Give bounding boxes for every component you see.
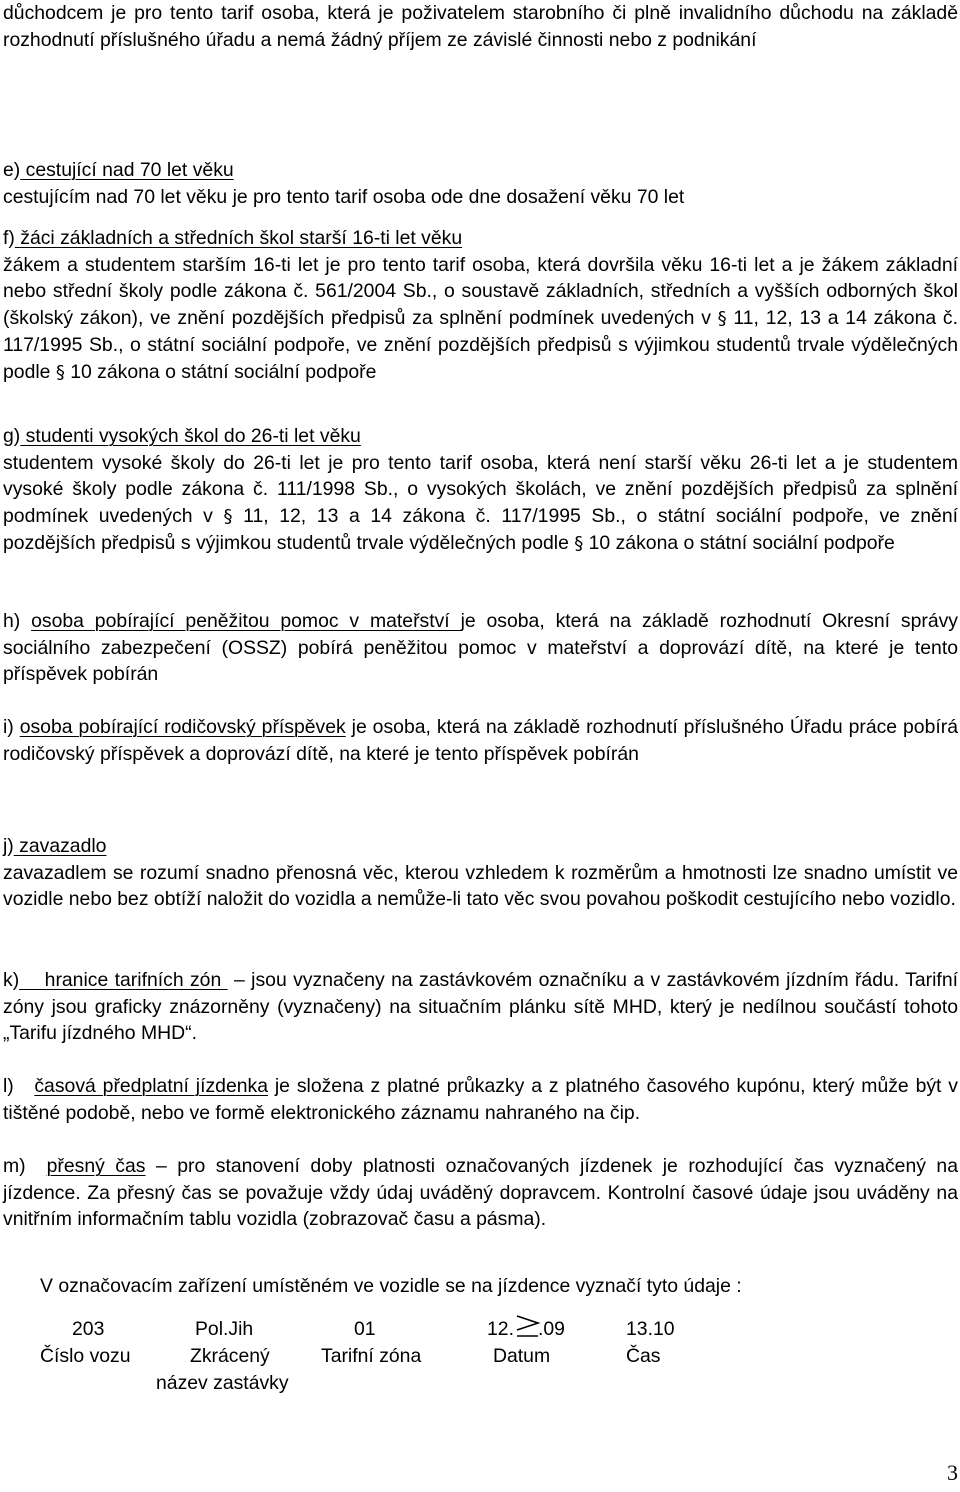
section-j-heading: j) zavazadlo: [3, 835, 107, 857]
section-i-title: osoba pobírající rodičovský příspěvek: [19, 716, 346, 738]
section-e-heading: e) cestující nad 70 let věku: [3, 159, 234, 181]
section-k: k) hranice tarifních zón – jsou vyznačeny na zastávkovém označníku a v zastávkovém jízdním řádu. Tarifní zóny jsou graficky znázorněny (vyznačeny) na situačním plánku sítě MHD, který je nedílnou součástí tohoto „Tarifu jízdného MHD“.: [3, 969, 958, 1045]
value-vehicle-number: 203: [72, 1318, 105, 1340]
section-i: i) osoba pobírající rodičovský příspěvek je osoba, která na základě rozhodnutí příslušného Úřadu práce pobírá rodičovský příspěvek a doprovází dítě, na které je tento příspěvek pobírán: [3, 716, 958, 765]
label-stop-name-line2: název zastávky: [156, 1372, 289, 1394]
value-zone: 01: [354, 1318, 376, 1340]
section-sign: §: [223, 505, 233, 527]
section-f: [3, 225, 958, 387]
value-time: 13.10: [626, 1318, 675, 1340]
page-number: 3: [947, 1460, 958, 1485]
section-e-title: cestující nad 70 let věku: [20, 159, 234, 181]
section-sign: §: [717, 307, 727, 329]
label-time: Čas: [626, 1345, 661, 1367]
section-h-title: osoba pobírající peněžitou pomoc v mateřství: [31, 610, 461, 632]
section-g: [3, 423, 958, 558]
section-m-title: přesný čas: [46, 1155, 146, 1177]
label-stop-name: Zkrácený: [190, 1345, 270, 1367]
section-f-title: žáci základních a středních škol starší 16-ti let věku: [14, 227, 463, 249]
label-zone: Tarifní zóna: [321, 1345, 422, 1367]
section-g-heading: g) studenti vysokých škol do 26-ti let věku: [3, 425, 361, 447]
intro-line: V označovacím zařízení umístěném ve vozidle se na jízdence vyznačí tyto údaje :: [40, 1275, 742, 1297]
section-l: l) časová předplatní jízdenka je složena z platné průkazky a z platného časového kupónu, který může být v tištěné podobě, nebo ve formě elektronického záznamu nahraného na čip.: [3, 1075, 958, 1124]
section-j-title: zavazadlo: [13, 835, 107, 857]
section-m: m) přesný čas – pro stanovení doby platnosti označovaných jízdenek je rozhodující čas vyznačený na jízdence. Za přesný čas se považuje vždy údaj uváděný dopravcem. Kontrolní časové údaje jsou uváděny na vnitřním informačním tablu vozidla (zobrazovač času a pásma).: [3, 1155, 958, 1231]
paragraph-pensioner: důchodcem je pro tento tarif osoba, která je poživatelem starobního či plně invalidního důchodu na základě rozhodnutí příslušného úřadu a nemá žádný příjem ze závislé činnosti nebo z podnikání: [3, 2, 958, 51]
section-f-body: žákem a studentem starším 16-ti let je pro tento tarif osoba, která dovršila věku 16-ti let a je žákem základní nebo střední školy podle zákona č. 561/2004 Sb., o soustavě základních, středních a vyšších odborných škol (školský zákon), ve znění pozdějších předpisů za splnění podmínek uvedených v § 11, 12, 13 a 14 zákona č. 117/1995 Sb., o státní sociální podpoře, ve znění pozdějších předpisů s výjimkou studentů trvale výdělečných podle § 10 zákona o státní sociální podpoře: [3, 253, 958, 383]
section-f-heading: f) žáci základních a středních škol starší 16-ti let věku: [3, 227, 463, 249]
section-e: [3, 157, 958, 210]
section-l-title: časová předplatní jízdenka: [34, 1075, 268, 1097]
section-g-title: studenti vysokých škol do 26-ti let věku: [20, 425, 361, 447]
value-stop-name: Pol.Jih: [195, 1318, 254, 1340]
label-date: Datum: [493, 1345, 551, 1367]
section-g-body: studentem vysoké školy do 26-ti let je pro tento tarif osoba, která není starší věku 26-ti let a je studentem vysoké školy podle zákona č. 111/1998 Sb., o vysokých školách, ve znění pozdějších předpisů za splnění podmínek uvedených v § 11, 12, 13 a 14 zákona č. 117/1995 Sb., o státní sociální podpoře, ve znění pozdějších předpisů s výjimkou studentů trvale výdělečných podle § 10 zákona o státní sociální podpoře: [3, 451, 958, 555]
section-j-body: zavazadlem se rozumí snadno přenosná věc, kterou vzhledem k rozměrům a hmotnosti lze snadno umístit ve vozidle nebo bez obtíží naložit do vozidla a nemůže-li tato věc svou povahou poškodit cestujícího nebo vozidlo.: [3, 861, 958, 911]
value-date-month: .09: [538, 1318, 565, 1340]
validation-example: [0, 1316, 960, 1406]
label-vehicle-number: Číslo vozu: [40, 1345, 131, 1367]
section-j: [3, 833, 958, 913]
value-date-day: 12.: [487, 1318, 514, 1340]
section-e-body: cestujícím nad 70 let věku je pro tento tarif osoba ode dne dosažení věku 70 let: [3, 185, 685, 208]
section-sign: §: [55, 361, 65, 383]
section-sign: §: [574, 533, 584, 555]
section-h: h) osoba pobírající peněžitou pomoc v mateřství je osoba, která na základě rozhodnutí Okresní správy sociálního zabezpečení (OSSZ) pobírá peněžitou pomoc v mateřství a doprovází dítě, na které je tento příspěvek pobírán: [3, 610, 959, 686]
section-k-title: hranice tarifních zón: [19, 969, 228, 991]
